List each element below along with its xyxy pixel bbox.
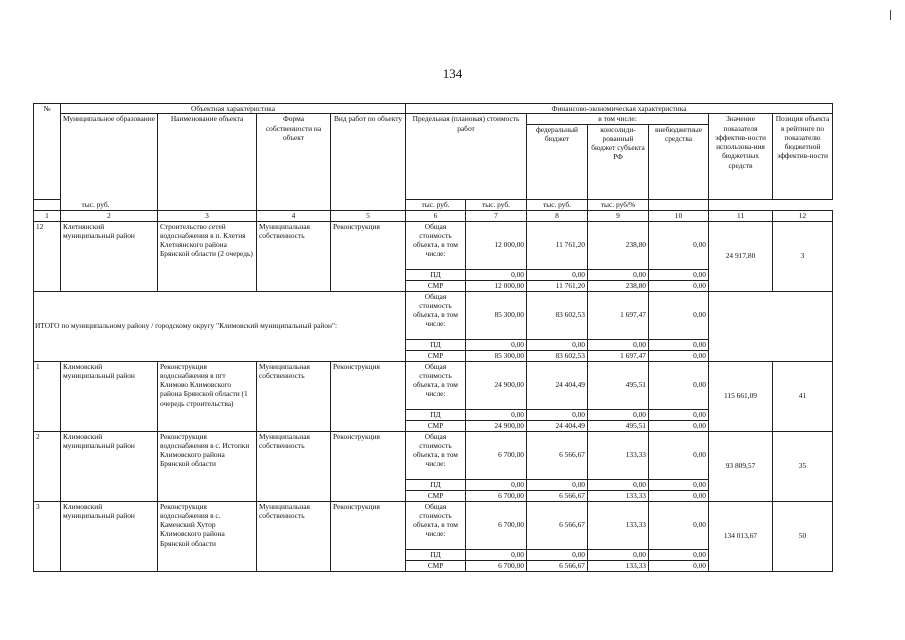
object-name-cell: Реконструкция водоснабжения в с. Каменский Хутор Климовского района Брянской области [158,501,257,571]
total-extra-value: 0,00 [649,501,709,549]
total-consolidated-value: 133,33 [588,501,649,549]
header-row-2 [34,114,833,124]
unit-consolidated: тыс. руб. [466,199,527,210]
smr-extra-value: 0,00 [649,350,709,361]
object-name-cell: Реконструкция водоснабжения в пгт Климово Климовского района Брянской области (1 очередь строительства) [158,361,257,431]
scan-edge-mark [890,10,891,20]
smr-federal-value: 6 566,67 [527,560,588,571]
pd-consolidated-value: 0,00 [588,409,649,420]
pd-label: ПД [406,269,466,280]
smr-cost-value: 12 000,00 [466,280,527,291]
smr-extra-value: 0,00 [649,490,709,501]
header-object-name: Наименование объекта [158,114,257,210]
ownership-cell: Муниципальная собственность [257,501,331,571]
pd-federal-value: 0,00 [527,549,588,560]
total-federal-value: 6 566,67 [527,501,588,549]
header-extra: внебюджетные средства [649,124,709,199]
row-number: 3 [34,501,61,571]
header-work-type: Вид работ по объекту [331,114,406,210]
pd-cost-value: 0,00 [466,269,527,280]
total-extra-value: 0,00 [649,291,709,339]
pd-cost-value: 0,00 [466,479,527,490]
col-number: 1 [34,210,61,221]
pd-label: ПД [406,409,466,420]
table-row [34,361,833,409]
table-row [34,501,833,549]
efficiency-value: 115 661,09 [709,361,773,431]
total-cost-value: 12 000,00 [466,221,527,269]
pd-cost-value: 0,00 [466,339,527,350]
column-numbers-row [34,210,833,221]
pd-extra-value: 0,00 [649,339,709,350]
col-number: 10 [649,210,709,221]
smr-federal-value: 24 404,49 [527,420,588,431]
total-consolidated-value: 238,80 [588,221,649,269]
ownership-cell: Муниципальная собственность [257,361,331,431]
pd-consolidated-value: 0,00 [588,549,649,560]
work-type-cell: Реконструкция [331,361,406,431]
efficiency-value: 24 917,80 [709,221,773,291]
smr-extra-value: 0,00 [649,560,709,571]
empty-cell [709,291,833,361]
header-row-1 [34,104,833,114]
table-row [34,431,833,479]
pd-extra-value: 0,00 [649,409,709,420]
header-finance-group: Финансово-экономическая характеристика [406,104,833,114]
col-number: 3 [158,210,257,221]
rank-value: 35 [773,431,833,501]
total-federal-value: 83 602,53 [527,291,588,339]
efficiency-value: 93 809,57 [709,431,773,501]
smr-label: СМР [406,280,466,291]
pd-label: ПД [406,479,466,490]
total-label: Общая стоимость объекта, в том числе: [406,431,466,479]
col-number: 6 [406,210,466,221]
smr-cost-value: 24 900,00 [466,420,527,431]
header-number: № [34,104,61,200]
pd-federal-value: 0,00 [527,269,588,280]
col-number: 12 [773,210,833,221]
pd-extra-value: 0,00 [649,549,709,560]
smr-federal-value: 6 566,67 [527,490,588,501]
header-federal: федеральный бюджет [527,124,588,199]
header-consolidated: консолиди-рованный бюджет субъекта РФ [588,124,649,199]
col-number: 8 [527,210,588,221]
total-cost-value: 85 300,00 [466,291,527,339]
table-row [34,221,833,269]
ownership-cell: Муниципальная собственность [257,431,331,501]
pd-federal-value: 0,00 [527,479,588,490]
total-row [34,291,833,339]
pd-extra-value: 0,00 [649,479,709,490]
col-number: 2 [61,210,158,221]
col-number: 7 [466,210,527,221]
col-number: 11 [709,210,773,221]
total-federal-value: 6 566,67 [527,431,588,479]
header-municipality: Муниципальное образование [61,114,158,210]
smr-consolidated-value: 1 697,47 [588,350,649,361]
total-cost-value: 24 900,00 [466,361,527,409]
smr-consolidated-value: 133,33 [588,490,649,501]
total-consolidated-value: 1 697,47 [588,291,649,339]
work-type-cell: Реконструкция [331,221,406,291]
pd-federal-value: 0,00 [527,409,588,420]
total-federal-value: 11 761,20 [527,221,588,269]
unit-federal: тыс. руб. [406,199,466,210]
smr-cost-value: 85 300,00 [466,350,527,361]
pd-consolidated-value: 0,00 [588,339,649,350]
object-name-cell: Строительство сетей водоснабжения в п. Клетня Клетнянского района Брянской области (2 очередь) [158,221,257,291]
total-federal-value: 24 404,49 [527,361,588,409]
smr-extra-value: 0,00 [649,420,709,431]
header-rank: Позиция объекта в рейтинге по показателю бюджетной эффектив-ности [773,114,833,199]
smr-label: СМР [406,560,466,571]
total-label: Общая стоимость объекта, в том числе: [406,291,466,339]
pd-consolidated-value: 0,00 [588,479,649,490]
pd-federal-value: 0,00 [527,339,588,350]
investment-table [33,103,833,572]
total-label: Общая стоимость объекта, в том числе: [406,221,466,269]
municipality-cell: Климовский муниципальный район [61,361,158,431]
header-efficiency: Значение показателя эффектив-ности использова-ния бюджетных средств [709,114,773,199]
smr-federal-value: 83 602,53 [527,350,588,361]
total-label: Общая стоимость объекта, в том числе: [406,501,466,549]
header-object-group: Объектная характеристика [61,104,406,114]
row-number: 2 [34,431,61,501]
smr-label: СМР [406,350,466,361]
total-extra-value: 0,00 [649,221,709,269]
rank-value: 3 [773,221,833,291]
municipality-cell: Климовский муниципальный район [61,501,158,571]
header-max-cost: Предельная (плановая) стоимость работ [406,114,527,199]
unit-rank-empty [649,199,709,210]
smr-consolidated-value: 495,51 [588,420,649,431]
total-extra-value: 0,00 [649,361,709,409]
header-units-row [34,199,833,210]
page-number: 134 [442,66,463,81]
rank-value: 50 [773,501,833,571]
total-consolidated-value: 495,51 [588,361,649,409]
pd-extra-value: 0,00 [649,269,709,280]
ownership-cell: Муниципальная собственность [257,221,331,291]
pd-consolidated-value: 0,00 [588,269,649,280]
total-cost-value: 6 700,00 [466,501,527,549]
row-number: 12 [34,221,61,291]
itogo-label: ИТОГО по муниципальному району / городскому округу "Климовский муниципальный район": [34,291,406,361]
smr-extra-value: 0,00 [649,280,709,291]
smr-cost-value: 6 700,00 [466,560,527,571]
col-number: 9 [588,210,649,221]
unit-cost: тыс. руб. [34,199,158,210]
total-extra-value: 0,00 [649,431,709,479]
pd-label: ПД [406,549,466,560]
header-incl: в том числе: [527,114,709,124]
smr-consolidated-value: 133,33 [588,560,649,571]
total-label: Общая стоимость объекта, в том числе: [406,361,466,409]
rank-value: 41 [773,361,833,431]
municipality-cell: Климовский муниципальный район [61,431,158,501]
work-type-cell: Реконструкция [331,501,406,571]
unit-extra: тыс. руб. [527,199,588,210]
smr-label: СМР [406,490,466,501]
unit-efficiency: тыс. руб/% [588,199,649,210]
total-consolidated-value: 133,33 [588,431,649,479]
work-type-cell: Реконструкция [331,431,406,501]
smr-federal-value: 11 761,20 [527,280,588,291]
total-cost-value: 6 700,00 [466,431,527,479]
smr-cost-value: 6 700,00 [466,490,527,501]
municipality-cell: Клетнянский муниципальный район [61,221,158,291]
col-number: 5 [331,210,406,221]
smr-consolidated-value: 238,80 [588,280,649,291]
header-ownership: Форма собственности на объект [257,114,331,210]
pd-cost-value: 0,00 [466,409,527,420]
col-number: 4 [257,210,331,221]
efficiency-value: 134 013,67 [709,501,773,571]
pd-label: ПД [406,339,466,350]
smr-label: СМР [406,420,466,431]
object-name-cell: Реконструкция водоснабжения в с. Истопки Климовского района Брянской области [158,431,257,501]
pd-cost-value: 0,00 [466,549,527,560]
row-number: 1 [34,361,61,431]
